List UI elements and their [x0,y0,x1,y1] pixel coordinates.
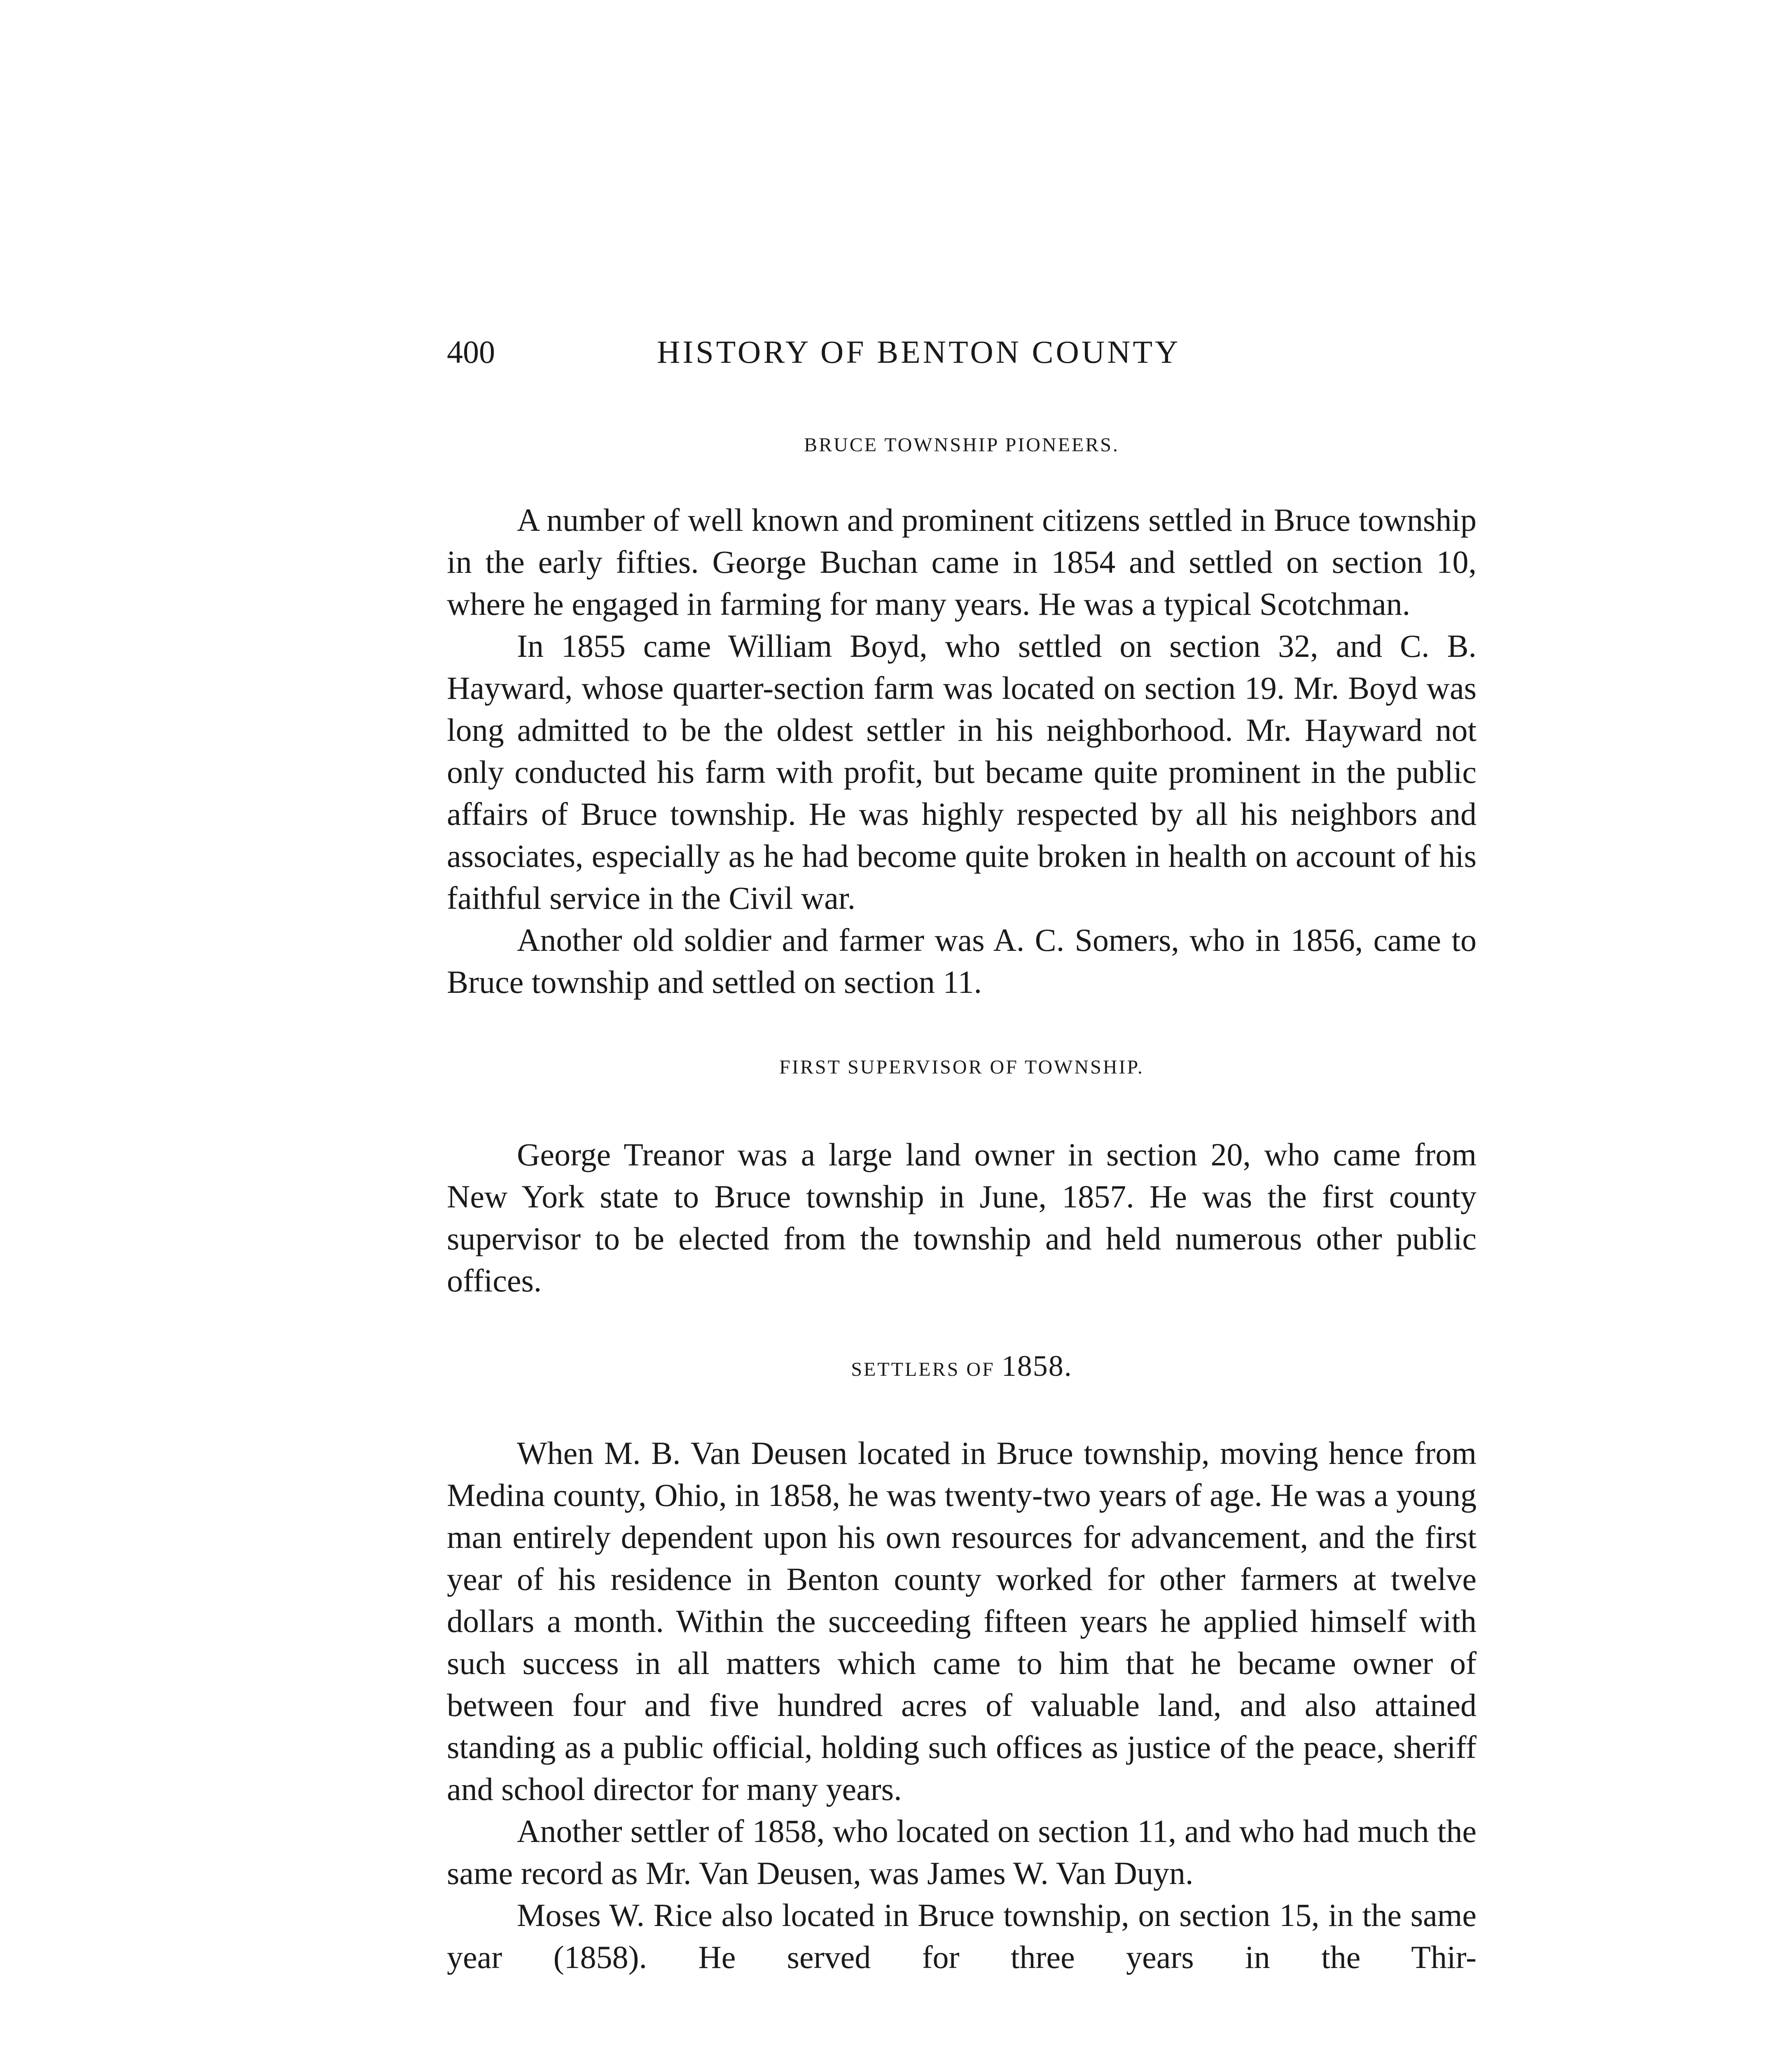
section-heading: FIRST SUPERVISOR OF TOWNSHIP. [779,1056,1144,1078]
body-text [447,424,1477,1978]
section-heading [447,1345,1477,1387]
paragraph: A number of well known and prominent citizens settled in Bruce township in the early fifties. George Buchan came in 1854 and settled on section 10, where he engaged in farming for many years. He was a typical Scotchman. [447,502,1477,622]
section-heading: BRUCE TOWNSHIP PIONEERS. [804,434,1119,456]
paragraph: Moses W. Rice also located in Bruce township, on section 15, in the same year (1858). He served for three years in the Thir- [447,1897,1477,1975]
book-title: HISTORY OF BENTON COUNTY [657,334,1181,370]
page-number: 400 [447,334,495,370]
section-heading-text: SETTLERS OF [851,1359,995,1380]
running-head [447,329,1493,375]
paragraph: George Treanor was a large land owner in section 20, who came from New York state to Bruce township in June, 1857. He was the first county supervisor to be elected from the township and held numerous other public offices. [447,1137,1477,1298]
paragraph: Another settler of 1858, who located on section 11, and who had much the same record as Mr. Van Deusen, was James W. Van Duyn. [447,1813,1477,1891]
paragraph: When M. B. Van Deusen located in Bruce township, moving hence from Medina county, Ohio, in 1858, he was twenty-two years of age. He was a young man entirely dependent upon his own resources for advancement, and the first year of his residence in Benton county worked for other farmers at twelve dollars a month. Within the succeeding fifteen years he applied himself with such success in all matters which came to him that he became owner of between four and five hundred acres of valuable land, and also attained standing as a public official, holding such offices as justice of the peace, sheriff and school director for many years. [447,1435,1477,1807]
paragraph: Another old soldier and farmer was A. C. Somers, who in 1856, came to Bruce township and settled on section 11. [447,922,1477,1000]
paragraph: In 1855 came William Boyd, who settled on section 32, and C. B. Hayward, whose quarter-section farm was located on section 19. Mr. Boyd was long admitted to be the oldest settler in his neighborhood. Mr. Hayward not only conducted his farm with profit, but became quite prominent in the public affairs of Bruce township. He was highly respected by all his neighbors and associates, especially as he had become quite broken in health on account of his faithful service in the Civil war. [447,628,1477,916]
section-heading-year: 1858. [1001,1349,1072,1382]
